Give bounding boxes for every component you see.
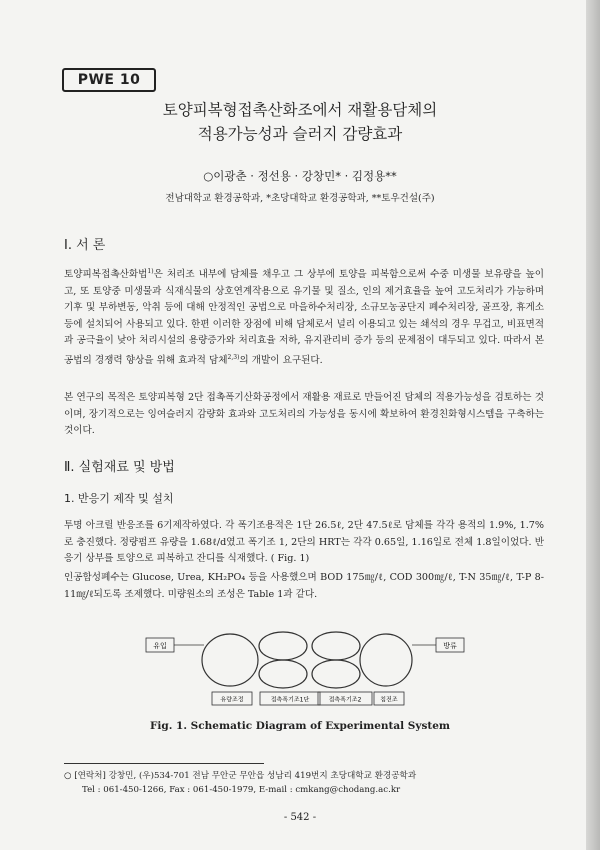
footnote-phone-email: Tel : 061-450-1266, Fax : 061-450-1979, E-mail : cmkang@chodang.ac.kr xyxy=(82,785,401,795)
page-number: - 542 - xyxy=(283,812,317,823)
title-line-2: 적용가능성과 슬러지 감량효과 xyxy=(197,125,403,143)
footnote-rule xyxy=(64,763,264,764)
tank-stage2-bottom xyxy=(312,660,360,688)
tank-stage1-bottom xyxy=(259,660,307,688)
scan-edge xyxy=(586,0,600,850)
session-badge: PWE 10 xyxy=(62,68,156,92)
authors: ○이광춘 · 정선용 · 강창민* · 김정용** xyxy=(203,169,397,183)
label-stage2: 접촉폭기조2 xyxy=(328,696,362,704)
figure-caption: Fig. 1. Schematic Diagram of Experimental System xyxy=(149,720,451,732)
tank-stage2-top xyxy=(312,632,360,660)
label-stage1: 접촉폭기조1단 xyxy=(270,696,310,704)
experimental-system-diagram xyxy=(140,622,480,712)
label-equalization: 유량조정 xyxy=(220,696,244,704)
title-line-1: 토양피복형접촉산화조에서 재활용담체의 xyxy=(162,101,438,119)
outflow-label: 방류 xyxy=(443,642,457,650)
intro-paragraph-2: 본 연구의 목적은 토양피복형 2단 접촉폭기산화공정에서 재활용 재료로 만들어진 담체의 적용가능성을 검토하는 것이며, 장기적으로는 잉여슬러지 감량화 효과와 고도처리의 가능성을 동시에 확보하여 환경친화형시스템을 구축하는 것이다. xyxy=(64,392,544,436)
subsection-heading-reactor: 1. 반응기 제작 및 설치 xyxy=(64,492,174,505)
inflow-label: 유입 xyxy=(153,642,167,650)
tank-settling xyxy=(360,634,412,686)
footnote-contact: ○ [연락처] 강창민, (우)534-701 전남 무안군 무안읍 성남리 419번지 초당대학교 환경공학과 xyxy=(64,771,417,781)
methods-paragraph-2: 인공합성폐수는 Glucose, Urea, KH₂PO₄ 등을 사용했으며 BOD 175㎎/ℓ, COD 300㎎/ℓ, T-N 35㎎/ℓ, T-P 8-11㎎/ℓ되도록 조제했다. 미량원소의 조성은 Table 1과 같다. xyxy=(64,572,544,600)
affiliation: 전남대학교 환경공학과, *초당대학교 환경공학과, **토우건설(주) xyxy=(165,193,435,204)
methods-paragraph-1: 투명 아크릴 반응조를 6기제작하였다. 각 폭기조용적은 1단 26.5ℓ, 2단 47.5ℓ로 담체를 각각 용적의 1.9%, 1.7%로 충진했다. 정량펌프 유량을 1.68ℓ/d였고 폭기조 1, 2단의 HRT는 각각 0.65일, 1.16일로 전체 1.8일이었다. 반응기 상부를 토양으로 피복하고 잔디를 식재했다. ( Fig. 1) xyxy=(64,520,544,564)
section-heading-methods: Ⅱ. 실험재료 및 방법 xyxy=(64,460,175,475)
label-settling: 침전조 xyxy=(380,696,398,704)
tank-stage1-top xyxy=(259,632,307,660)
section-heading-intro: Ⅰ. 서 론 xyxy=(64,238,106,253)
tank-equalization xyxy=(202,634,258,686)
intro-paragraph-1: 토양피복접촉산화법$^{1)}$은 처리조 내부에 담체를 채우고 그 상부에 토양을 피복함으로써 수중 미생물 보유량을 높이고, 또 토양중 미생물과 식재식물의 상호연계작용으로 유기물 및 질소, 인의 제거효율을 높여 고도처리가 가능하며 기후 및 부하변동, 악취 등에 대해 안정적인 공법으로 마을하수처리장, 소규모농공단지 폐수처리장, 골프장, 휴게소 등에 설치되어 사용되고 있다. 한편 이러한 장점에 비해 담체로서 널리 이용되고 있는 쇄석의 경우 무겁고, 비표면적과 공극율이 낮아 처리시설의 용량증가와 처리효율 저하, 유지관리비 증가 등의 문제점이 대두되고 있다. 따라서 본 공법의 경쟁력 향상을 위해 효과적 담체$^{2,3)}$의 개발이 요구된다. xyxy=(64,268,544,366)
